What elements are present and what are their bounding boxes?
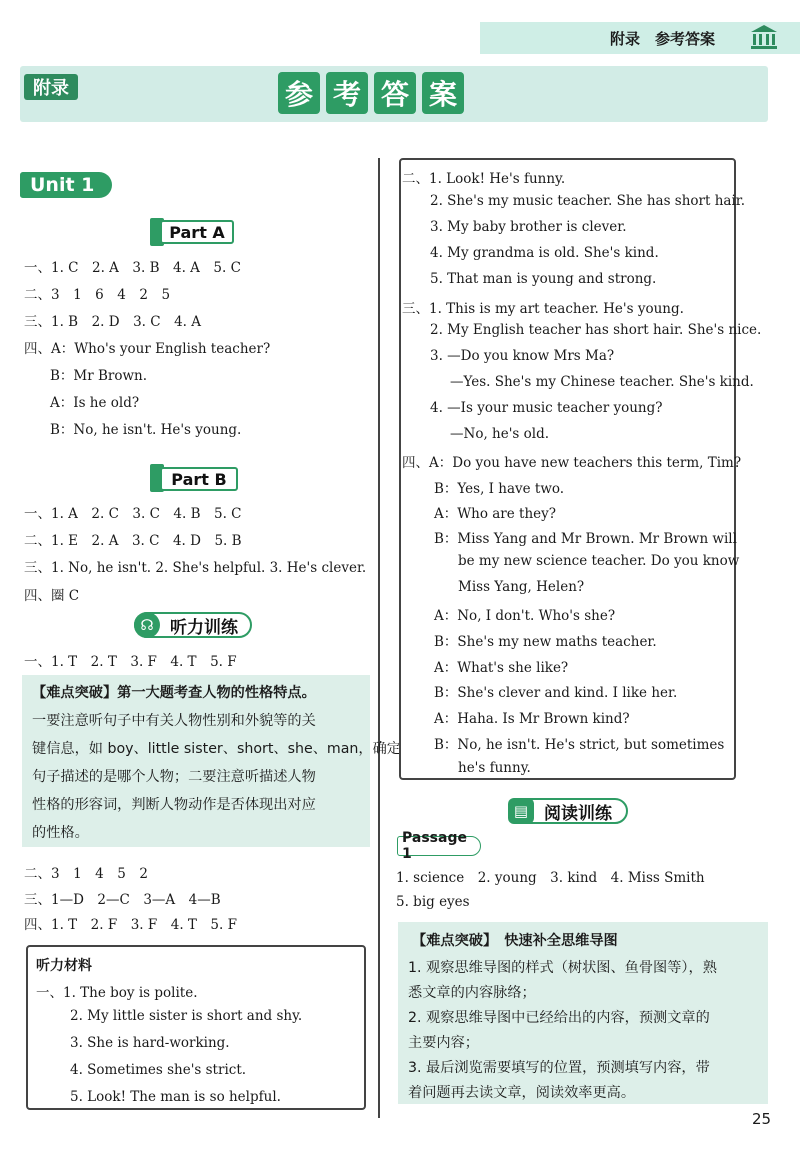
tip-left-line-3: 键信息，如 boy、little sister、short、she、man，确定	[32, 741, 401, 757]
tip-right-line-7: 着问题再去读文章，阅读效率更高。	[408, 1085, 636, 1101]
tip-right-line-3: 悉文章的内容脉络；	[408, 985, 536, 1001]
reading-title: 阅读训练	[508, 798, 628, 824]
page-number: 25	[752, 1110, 772, 1128]
header-section-label: 附录 参考答案	[610, 30, 716, 48]
material-line-4: 4. Sometimes she's strict.	[70, 1062, 247, 1078]
title-char-2: 考	[326, 72, 368, 114]
tip-right-line-4: 2. 观察思维导图中已经给出的内容，预测文章的	[408, 1010, 710, 1026]
right-line-21: B：She's clever and kind. I like her.	[434, 685, 678, 701]
material-line-1: 一、1. The boy is polite.	[36, 985, 198, 1001]
listening-line-2: 二、3 1 4 5 2	[24, 866, 148, 882]
parta-line-6: A：Is he old?	[50, 395, 140, 411]
reading-answers-1: 1. science 2. young 3. kind 4. Miss Smith	[396, 870, 705, 886]
tip-left-line-1: 【难点突破】第一大题考查人物的性格特点。	[32, 685, 316, 701]
tip-right-line-1: 【难点突破】 快速补全思维导图	[412, 933, 618, 949]
tip-left-line-6: 的性格。	[32, 825, 89, 841]
part-a-title: Part A	[160, 220, 234, 244]
listening-line-1: 一、1. T 2. T 3. F 4. T 5. F	[24, 654, 237, 670]
partb-line-3: 三、1. No, he isn't. 2. She's helpful. 3. He's clever.	[24, 560, 367, 576]
material-line-3: 3. She is hard-working.	[70, 1035, 230, 1051]
tip-left-line-4: 句子描述的是哪个人物；二要注意听描述人物	[32, 769, 316, 785]
right-line-12: 四、A：Do you have new teachers this term, Tim?	[402, 455, 742, 471]
listening-line-3: 三、1—D 2—C 3—A 4—B	[24, 892, 221, 908]
right-line-20: A：What's she like?	[434, 660, 569, 676]
material-line-2: 2. My little sister is short and shy.	[70, 1008, 303, 1024]
column-divider	[378, 158, 380, 1118]
reading-answers-2: 5. big eyes	[396, 894, 470, 910]
right-line-6: 三、1. This is my art teacher. He's young.	[402, 301, 684, 317]
unit-label: Unit 1	[20, 172, 112, 198]
right-line-19: B：She's my new maths teacher.	[434, 634, 657, 650]
headphones-icon: ☊	[134, 612, 160, 638]
right-line-2: 2. She's my music teacher. She has short hair.	[430, 193, 746, 209]
right-line-7: 2. My English teacher has short hair. She's nice.	[430, 322, 762, 338]
parta-line-4: 四、A：Who's your English teacher?	[24, 341, 271, 357]
right-line-18: A：No, I don't. Who's she?	[434, 608, 616, 624]
title-char-4: 案	[422, 72, 464, 114]
bank-building-icon	[750, 24, 778, 50]
right-line-13: B：Yes, I have two.	[434, 481, 565, 497]
right-line-10: 4. —Is your music teacher young?	[430, 400, 663, 416]
part-b-title: Part B	[160, 467, 238, 491]
tip-left-line-5: 性格的形容词，判断人物动作是否体现出对应	[32, 797, 316, 813]
title-char-3: 答	[374, 72, 416, 114]
appendix-label: 附录	[24, 74, 78, 100]
parta-line-3: 三、1. B 2. D 3. C 4. A	[24, 314, 202, 330]
listening-title: 听力训练	[134, 612, 252, 638]
parta-line-7: B：No, he isn't. He's young.	[50, 422, 242, 438]
parta-line-2: 二、3 1 6 4 2 5	[24, 287, 171, 303]
right-line-22: A：Haha. Is Mr Brown kind?	[434, 711, 630, 727]
title-char-1: 参	[278, 72, 320, 114]
right-line-16: be my new science teacher. Do you know	[458, 553, 740, 569]
right-line-11: —No, he's old.	[450, 426, 550, 442]
passage-label: Passage 1	[397, 836, 481, 856]
right-line-15: B：Miss Yang and Mr Brown. Mr Brown will	[434, 531, 737, 547]
parta-line-1: 一、1. C 2. A 3. B 4. A 5. C	[24, 260, 241, 276]
listening-line-4: 四、1. T 2. F 3. F 4. T 5. F	[24, 917, 237, 933]
right-line-23: B：No, he isn't. He's strict, but sometimes	[434, 737, 725, 753]
partb-line-2: 二、1. E 2. A 3. C 4. D 5. B	[24, 533, 242, 549]
book-icon: ▤	[508, 798, 534, 824]
right-line-4: 4. My grandma is old. She's kind.	[430, 245, 659, 261]
right-line-8: 3. —Do you know Mrs Ma?	[430, 348, 615, 364]
tip-right-line-6: 3. 最后浏览需要填写的位置，预测填写内容，带	[408, 1060, 710, 1076]
right-line-24: he's funny.	[458, 760, 531, 776]
right-line-5: 5. That man is young and strong.	[430, 271, 657, 287]
right-line-17: Miss Yang, Helen?	[458, 579, 585, 595]
right-line-14: A：Who are they?	[434, 506, 556, 522]
material-line-5: 5. Look! The man is so helpful.	[70, 1089, 281, 1105]
tip-right-line-2: 1. 观察思维导图的样式（树状图、鱼骨图等），熟	[408, 960, 717, 976]
tip-left-line-2: 一要注意听句子中有关人物性别和外貌等的关	[32, 713, 316, 729]
right-line-3: 3. My baby brother is clever.	[430, 219, 627, 235]
tip-right-line-5: 主要内容；	[408, 1035, 479, 1051]
material-title: 听力材料	[36, 958, 92, 974]
parta-line-5: B：Mr Brown.	[50, 368, 148, 384]
right-line-1: 二、1. Look! He's funny.	[402, 171, 566, 187]
partb-line-4: 四、圈 C	[24, 588, 80, 604]
right-line-9: —Yes. She's my Chinese teacher. She's kind.	[450, 374, 754, 390]
partb-line-1: 一、1. A 2. C 3. C 4. B 5. C	[24, 506, 242, 522]
